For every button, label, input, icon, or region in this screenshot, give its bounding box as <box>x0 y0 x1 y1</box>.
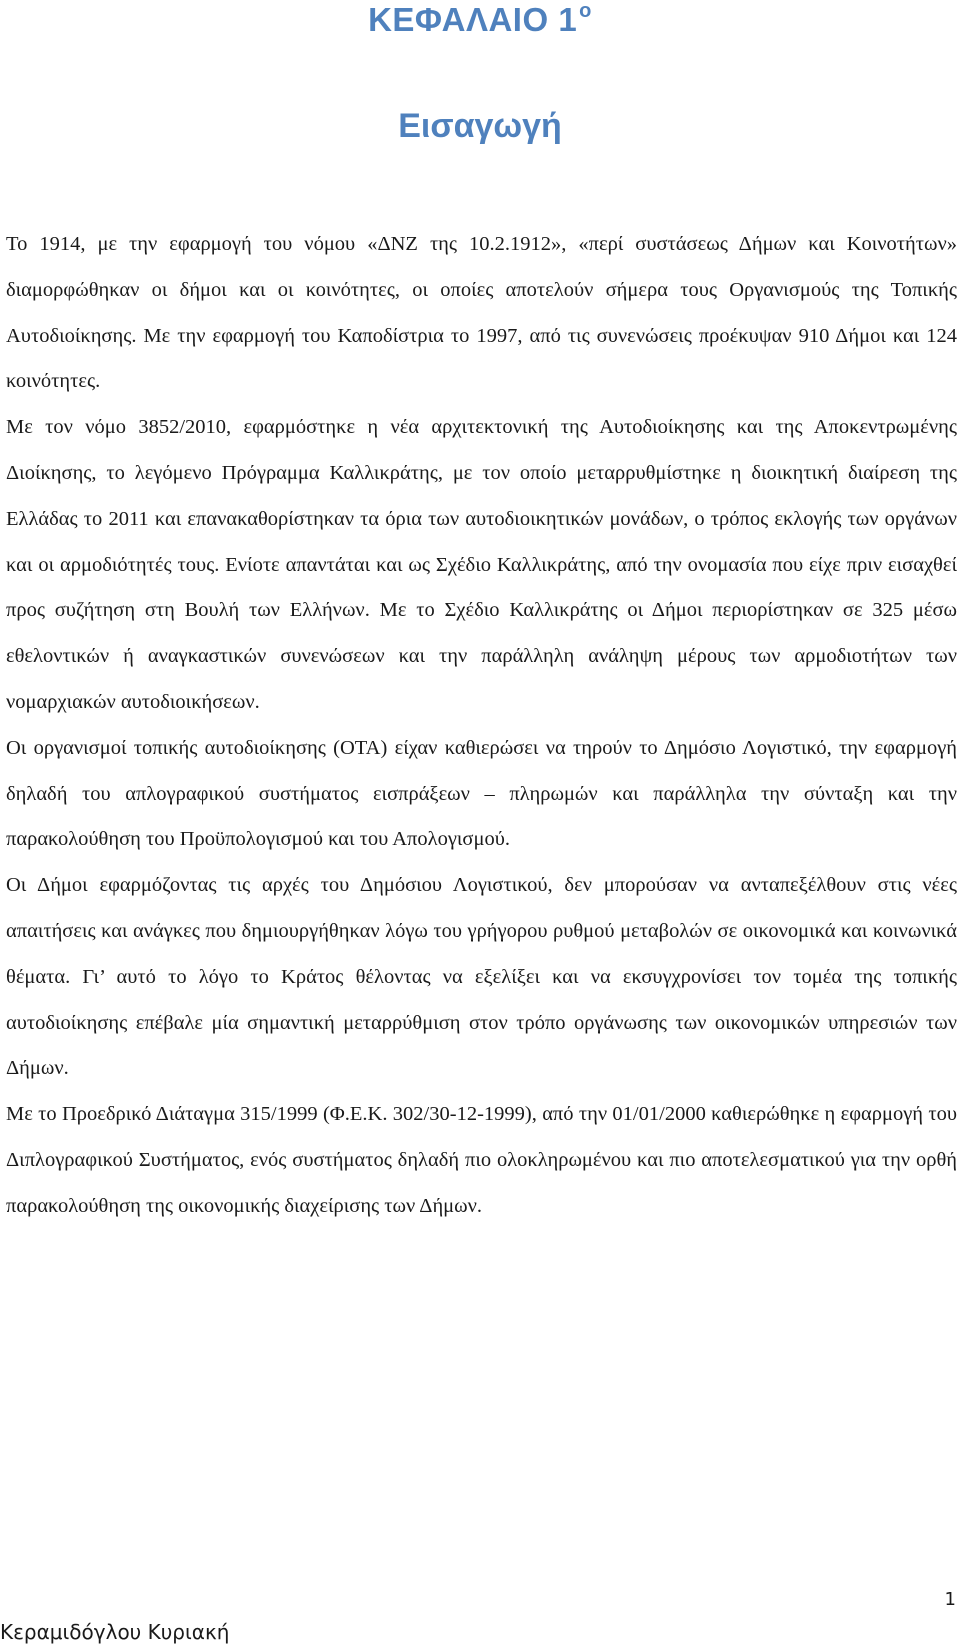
footer-author: Κεραμιδόγλου Κυριακή <box>0 1620 230 1644</box>
chapter-title: ΚΕΦΑΛΑΙΟ 1 <box>368 1 578 38</box>
chapter-heading <box>0 0 960 40</box>
paragraph-ota-accounting: Οι οργανισμοί τοπικής αυτοδιοίκησης (ΟΤΑ) είχαν καθιερώσει να τηρούν το Δημόσιο Λογιστικό, την εφαρμογή δηλαδή του απλογραφικού συστήματος εισπράξεων – πληρωμών και παράλληλα την σύνταξη και την παρακολούθηση του Προϋπολογισμού και του Απολογισμού. <box>6 736 957 851</box>
paragraph-kallikratis: Με τον νόμο 3852/2010, εφαρμόστηκε η νέα αρχιτεκτονική της Αυτοδιοίκησης και της Αποκεντρωμένης Διοίκησης, το λεγόμενο Πρόγραμμα Καλλικράτης, με τον οποίο μεταρρυθμίστηκε η διοικητική διαίρεση της Ελλάδας το 2011 και επανακαθορίστηκαν τα όρια των αυτοδιοικητικών μονάδων, ο τρόπος εκλογής των οργάνων και οι αρμοδιότητές τους. Ενίοτε απαντάται και ως Σχέδιο Καλλικράτης, από την ονομασία που είχε πριν εισαχθεί προς συζήτηση στη Βουλή των Ελλήνων. Με το Σχέδιο Καλλικράτης οι Δήμοι περιορίστηκαν σε 325 μέσω εθελοντικών ή αναγκαστικών συνενώσεων και την παράλληλη ανάληψη μέρους των αρμοδιοτήτων των νομαρχιακών αυτοδιοικήσεων. <box>6 416 957 713</box>
paragraph-intro: Το 1914, με την εφαρμογή του νόμου «ΔΝΖ της 10.2.1912», «περί συστάσεως Δήμων και Κοινοτήτων» διαμορφώθηκαν οι δήμοι και οι κοινότητες, οι οποίες αποτελούν σήμερα τους Οργανισμούς της Τοπικής Αυτοδιοίκησης. Με την εφαρμογή του Καποδίστρια το 1997, από τις συνενώσεις προέκυψαν 910 Δήμοι και 124 κοινότητες. <box>6 233 957 393</box>
chapter-ordinal-suffix: ο <box>579 0 592 22</box>
section-title: Εισαγωγή <box>398 107 562 145</box>
page-number: 1 <box>944 1589 956 1610</box>
paragraph-reform: Οι Δήμοι εφαρμόζοντας τις αρχές του Δημόσιου Λογιστικού, δεν μπορούσαν να ανταπεξέλθουν στις νέες απαιτήσεις και ανάγκες που δημιουργήθηκαν λόγω του γρήγορου ρυθμού μεταβολών σε οικονομικά και κοινωνικά θέματα. Γι’ αυτό το λόγο το Κράτος θέλοντας να εξελίξει και να εκσυγχρονίσει τον τομέα της τοπικής αυτοδιοίκησης επέβαλε μία σημαντική μεταρρύθμιση στον τρόπο οργάνωσης των οικονομικών υπηρεσιών των Δήμων. <box>6 874 957 1080</box>
paragraph-presidential-decree: Με το Προεδρικό Διάταγμα 315/1999 (Φ.Ε.Κ. 302/30-12-1999), από την 01/01/2000 καθιερώθηκε η εφαρμογή του Διπλογραφικού Συστήματος, ενός συστήματος δηλαδή πιο ολοκληρωμένου και πιο αποτελεσματικού για την ορθή παρακολούθηση της οικονομικής διαχείρισης των Δήμων. <box>6 1103 957 1217</box>
body-text <box>6 222 957 1230</box>
